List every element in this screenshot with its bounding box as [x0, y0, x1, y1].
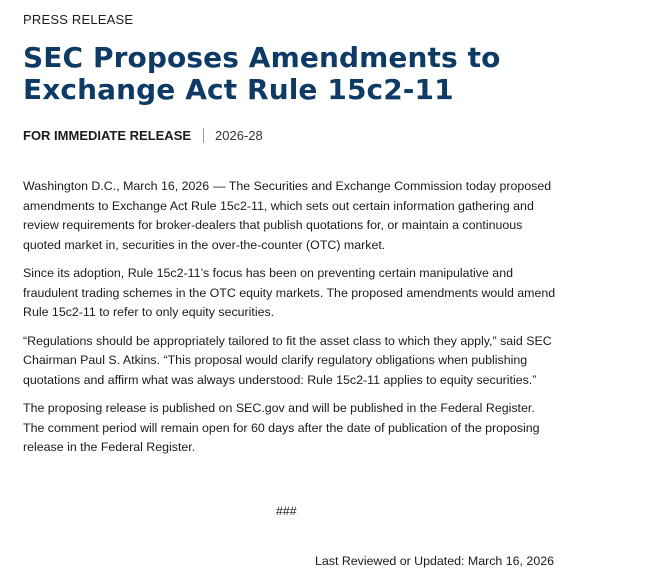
release-label: FOR IMMEDIATE RELEASE: [23, 128, 192, 143]
paragraph-4: The proposing release is published on SEC.gov and will be published in the Federal Register. The comment period will remain open for 60 days after the date of publication of the proposing release in the Federal Register.: [23, 401, 540, 454]
release-meta: [23, 128, 263, 143]
dateline: Washington D.C., March 16, 2026: [23, 179, 210, 193]
paragraph-1-text: — The Securities and Exchange Commission today proposed amendments to Exchange Act Rule 15c2-11, which sets out certain information gathering and review requirements for broker-dealers that publish quotations for, or maintain a continuous quoted market in, securities in the over-the-counter (OTC) market.: [23, 179, 552, 252]
end-mark: ###: [276, 504, 297, 518]
content-type-label: PRESS RELEASE: [23, 12, 134, 27]
paragraph-1: [23, 177, 558, 255]
last-updated: Last Reviewed or Updated: March 16, 2026: [314, 554, 554, 568]
paragraph-2: Since its adoption, Rule 15c2-11’s focus has been on preventing certain manipulative and fraudulent trading schemes in the OTC equity markets. The proposed amendments would amend Rule 15c2-11 to refer to only equity securities.: [23, 266, 556, 319]
paragraph-3: “Regulations should be appropriately tailored to fit the asset class to which they apply,” said SEC Chairman Paul S. Atkins. “This proposal would clarify regulatory obligations when publishing quotations and affirm what was always understood: Rule 15c2-11 applies to equity securities.”: [23, 333, 552, 387]
article-body: [23, 177, 558, 467]
page-title: SEC Proposes Amendments to Exchange Act Rule 15c2-11: [23, 41, 501, 106]
meta-divider: [203, 128, 204, 143]
release-number: 2026-28: [215, 128, 263, 143]
